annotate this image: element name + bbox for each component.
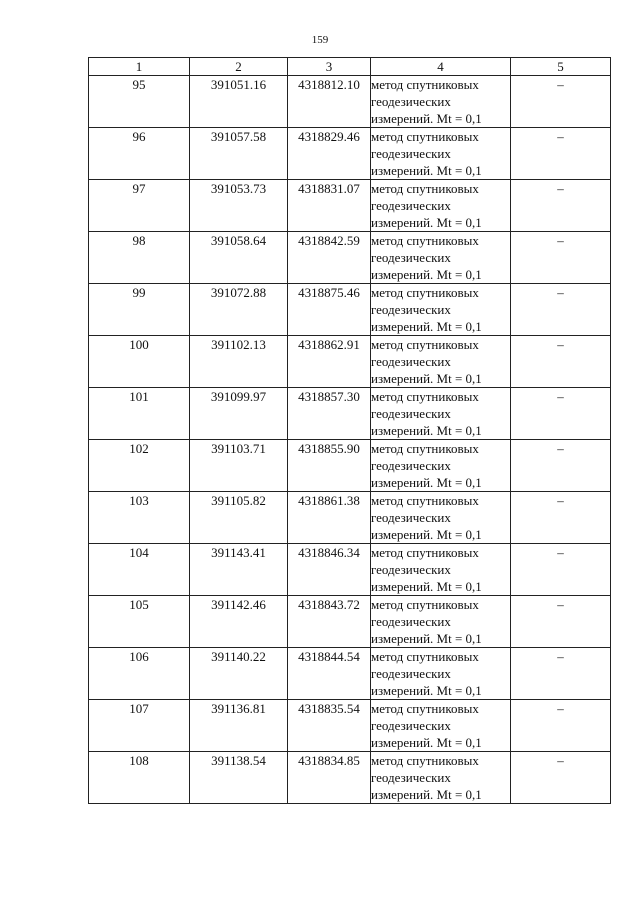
note-cell: – [511,440,611,492]
column-header-5: 5 [511,58,611,76]
y-coordinate-cell: 4318862.91 [288,336,371,388]
header-row [89,58,611,76]
method-cell: метод спутниковых геодезических измерений. Mt = 0,1 [371,284,511,336]
note-cell: – [511,648,611,700]
table-row [89,388,611,440]
coordinates-table [88,57,611,804]
y-coordinate-cell: 4318857.30 [288,388,371,440]
method-cell: метод спутниковых геодезических измерений. Mt = 0,1 [371,752,511,804]
note-cell: – [511,752,611,804]
note-cell: – [511,700,611,752]
method-cell: метод спутниковых геодезических измерений. Mt = 0,1 [371,336,511,388]
column-header-3: 3 [288,58,371,76]
x-coordinate-cell: 391072.88 [190,284,288,336]
table-row [89,128,611,180]
y-coordinate-cell: 4318875.46 [288,284,371,336]
method-cell: метод спутниковых геодезических измерений. Mt = 0,1 [371,596,511,648]
y-coordinate-cell: 4318835.54 [288,700,371,752]
y-coordinate-cell: 4318829.46 [288,128,371,180]
y-coordinate-cell: 4318855.90 [288,440,371,492]
note-cell: – [511,388,611,440]
table-row [89,700,611,752]
table-row [89,752,611,804]
point-number-cell: 108 [89,752,190,804]
note-cell: – [511,232,611,284]
method-cell: метод спутниковых геодезических измерений. Mt = 0,1 [371,492,511,544]
table-row [89,596,611,648]
column-header-2: 2 [190,58,288,76]
point-number-cell: 103 [89,492,190,544]
point-number-cell: 96 [89,128,190,180]
table-row [89,336,611,388]
method-cell: метод спутниковых геодезических измерений. Mt = 0,1 [371,648,511,700]
x-coordinate-cell: 391102.13 [190,336,288,388]
table-row [89,440,611,492]
note-cell: – [511,76,611,128]
x-coordinate-cell: 391057.58 [190,128,288,180]
page-number: 159 [311,34,329,46]
note-cell: – [511,180,611,232]
point-number-cell: 105 [89,596,190,648]
point-number-cell: 102 [89,440,190,492]
point-number-cell: 107 [89,700,190,752]
x-coordinate-cell: 391058.64 [190,232,288,284]
x-coordinate-cell: 391051.16 [190,76,288,128]
method-cell: метод спутниковых геодезических измерений. Mt = 0,1 [371,232,511,284]
x-coordinate-cell: 391053.73 [190,180,288,232]
x-coordinate-cell: 391140.22 [190,648,288,700]
note-cell: – [511,336,611,388]
y-coordinate-cell: 4318812.10 [288,76,371,128]
method-cell: метод спутниковых геодезических измерений. Mt = 0,1 [371,544,511,596]
point-number-cell: 100 [89,336,190,388]
column-header-1: 1 [89,58,190,76]
point-number-cell: 101 [89,388,190,440]
table-row [89,232,611,284]
method-cell: метод спутниковых геодезических измерений. Mt = 0,1 [371,76,511,128]
method-cell: метод спутниковых геодезических измерений. Mt = 0,1 [371,388,511,440]
y-coordinate-cell: 4318834.85 [288,752,371,804]
x-coordinate-cell: 391136.81 [190,700,288,752]
point-number-cell: 99 [89,284,190,336]
table-row [89,76,611,128]
table-row [89,648,611,700]
y-coordinate-cell: 4318861.38 [288,492,371,544]
table-row [89,544,611,596]
point-number-cell: 106 [89,648,190,700]
table-header [89,58,611,76]
point-number-cell: 104 [89,544,190,596]
y-coordinate-cell: 4318846.34 [288,544,371,596]
y-coordinate-cell: 4318831.07 [288,180,371,232]
x-coordinate-cell: 391105.82 [190,492,288,544]
x-coordinate-cell: 391143.41 [190,544,288,596]
x-coordinate-cell: 391103.71 [190,440,288,492]
column-header-4: 4 [371,58,511,76]
x-coordinate-cell: 391099.97 [190,388,288,440]
method-cell: метод спутниковых геодезических измерений. Mt = 0,1 [371,128,511,180]
note-cell: – [511,544,611,596]
point-number-cell: 97 [89,180,190,232]
method-cell: метод спутниковых геодезических измерений. Mt = 0,1 [371,700,511,752]
table-body [89,76,611,804]
method-cell: метод спутниковых геодезических измерений. Mt = 0,1 [371,440,511,492]
note-cell: – [511,284,611,336]
x-coordinate-cell: 391142.46 [190,596,288,648]
x-coordinate-cell: 391138.54 [190,752,288,804]
point-number-cell: 95 [89,76,190,128]
table-row [89,492,611,544]
note-cell: – [511,492,611,544]
point-number-cell: 98 [89,232,190,284]
y-coordinate-cell: 4318842.59 [288,232,371,284]
y-coordinate-cell: 4318844.54 [288,648,371,700]
note-cell: – [511,596,611,648]
table-row [89,180,611,232]
table-row [89,284,611,336]
method-cell: метод спутниковых геодезических измерений. Mt = 0,1 [371,180,511,232]
y-coordinate-cell: 4318843.72 [288,596,371,648]
note-cell: – [511,128,611,180]
